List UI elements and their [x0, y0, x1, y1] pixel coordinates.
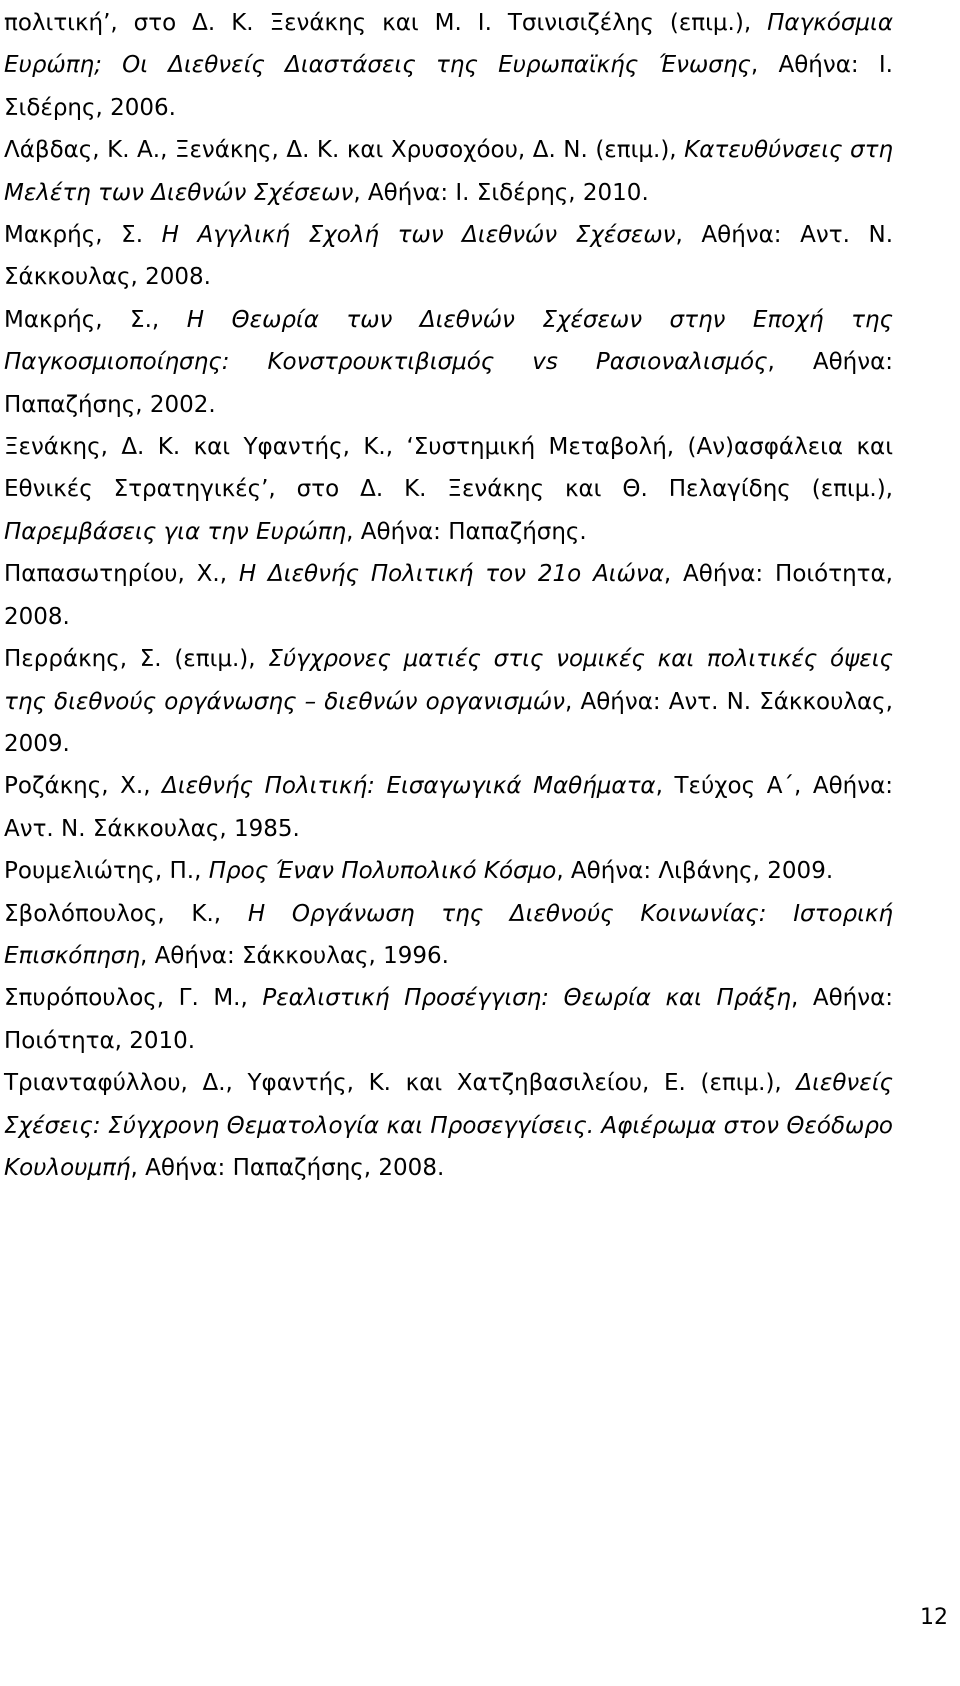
- entry-text: , Αθήνα: Ι. Σιδέρης, 2010.: [353, 179, 649, 206]
- bibliography-entry: [4, 2, 893, 129]
- entry-title-italic: Προς Έναν Πολυπολικό Κόσμο: [208, 858, 557, 885]
- entry-text: Λάβδας, Κ. Α., Ξενάκης, Δ. Κ. και Χρυσοχόου, Δ. Ν. (επιμ.),: [4, 137, 685, 164]
- bibliography-entry: [4, 977, 893, 1062]
- entry-title-italic: Η Θεωρία των Διεθνών Σχέσεων στην Εποχή της Παγκοσμιοποίησης: Κονστρουκτιβισμός vs Ρασιοναλισμός: [4, 306, 893, 376]
- entry-text: , Αθήνα: Παπαζήσης.: [346, 518, 587, 545]
- entry-text: Παπασωτηρίου, Χ.,: [4, 561, 239, 588]
- page-number: 12: [920, 1605, 948, 1630]
- bibliography-entry: [4, 638, 893, 765]
- entry-title-italic: Η Διεθνής Πολιτική τον 21ο Αιώνα: [238, 561, 664, 588]
- entry-text: Ροζάκης, Χ.,: [4, 773, 163, 800]
- entry-text: , Αθήνα: Ποιότητα, 2010.: [4, 985, 893, 1054]
- entry-title-italic: Κατευθύνσεις στη Μελέτη των Διεθνών Σχέσεων: [4, 137, 893, 206]
- entry-text: Ξενάκης, Δ. Κ. και Υφαντής, Κ., ‘Συστημική Μεταβολή, (Αν)ασφάλεια και Εθνικές Στρατηγικές’, στο Δ. Κ. Ξενάκης και Θ. Πελαγίδης (επιμ.),: [4, 434, 893, 503]
- entry-text: πολιτική’, στο Δ. Κ. Ξενάκης και Μ. Ι. Τσινισιζέλης (επιμ.),: [4, 10, 768, 36]
- entry-text: , Αθήνα: Παπαζήσης, 2002.: [4, 349, 894, 418]
- entry-text: Μακρής, Σ.: [4, 222, 162, 249]
- entry-title-italic: Διεθνής Πολιτική: Εισαγωγικά Μαθήματα: [162, 773, 656, 800]
- entry-text: , Αθήνα: Ι. Σιδέρης, 2006.: [4, 52, 893, 121]
- bibliography-entry: [4, 426, 893, 553]
- entry-text: , Τεύχος Α΄, Αθήνα: Αντ. Ν. Σάκκουλας, 1985.: [4, 773, 893, 842]
- entry-text: Ρουμελιώτης, Π.,: [4, 858, 209, 885]
- entry-text: , Αθήνα: Ποιότητα, 2008.: [4, 561, 893, 630]
- entry-text: Μακρής, Σ.,: [4, 306, 187, 333]
- entry-text: Τριανταφύλλου, Δ., Υφαντής, Κ. και Χατζηβασιλείου, Ε. (επιμ.),: [4, 1070, 797, 1097]
- bibliography-entry: [4, 214, 893, 299]
- bibliography-list: [4, 2, 893, 1189]
- bibliography-entry: [4, 893, 893, 978]
- entry-title-italic: Η Οργάνωση της Διεθνούς Κοινωνίας: Ιστορική Επισκόπηση: [4, 900, 893, 969]
- entry-title-italic: Διεθνείς Σχέσεις: Σύγχρονη Θεματολογία και Προσεγγίσεις. Αφιέρωμα στον Θεόδωρο Κουλουμπή: [4, 1070, 893, 1181]
- entry-title-italic: Σύγχρονες ματιές στις νομικές και πολιτικές όψεις της διεθνούς οργάνωσης – διεθνών οργανισμών: [4, 646, 893, 715]
- entry-text: Σβολόπουλος, Κ.,: [4, 900, 248, 927]
- bibliography-entry: [4, 1062, 893, 1189]
- entry-text: , Αθήνα: Λιβάνης, 2009.: [556, 858, 834, 885]
- entry-text: , Αθήνα: Παπαζήσης, 2008.: [130, 1154, 445, 1181]
- entry-title-italic: Παρεμβάσεις για την Ευρώπη: [4, 518, 347, 545]
- entry-title-italic: Ρεαλιστική Προσέγγιση: Θεωρία και Πράξη: [262, 985, 791, 1012]
- bibliography-entry: [4, 129, 893, 214]
- entry-title-italic: Η Αγγλική Σχολή των Διεθνών Σχέσεων: [161, 222, 676, 249]
- bibliography-entry: [4, 299, 893, 426]
- entry-text: , Αθήνα: Αντ. Ν. Σάκκουλας, 2008.: [4, 222, 893, 291]
- entry-text: Περράκης, Σ. (επιμ.),: [4, 646, 269, 673]
- entry-text: , Αθήνα: Σάκκουλας, 1996.: [139, 942, 449, 969]
- entry-text: Σπυρόπουλος, Γ. Μ.,: [4, 985, 263, 1012]
- bibliography-entry: [4, 553, 893, 638]
- entry-text: , Αθήνα: Αντ. Ν. Σάκκουλας, 2009.: [4, 688, 893, 757]
- bibliography-entry: [4, 765, 893, 850]
- entry-title-italic: Παγκόσμια Ευρώπη; Οι Διεθνείς Διαστάσεις της Ευρωπαϊκής Ένωσης: [4, 10, 893, 79]
- bibliography-entry: [4, 850, 893, 892]
